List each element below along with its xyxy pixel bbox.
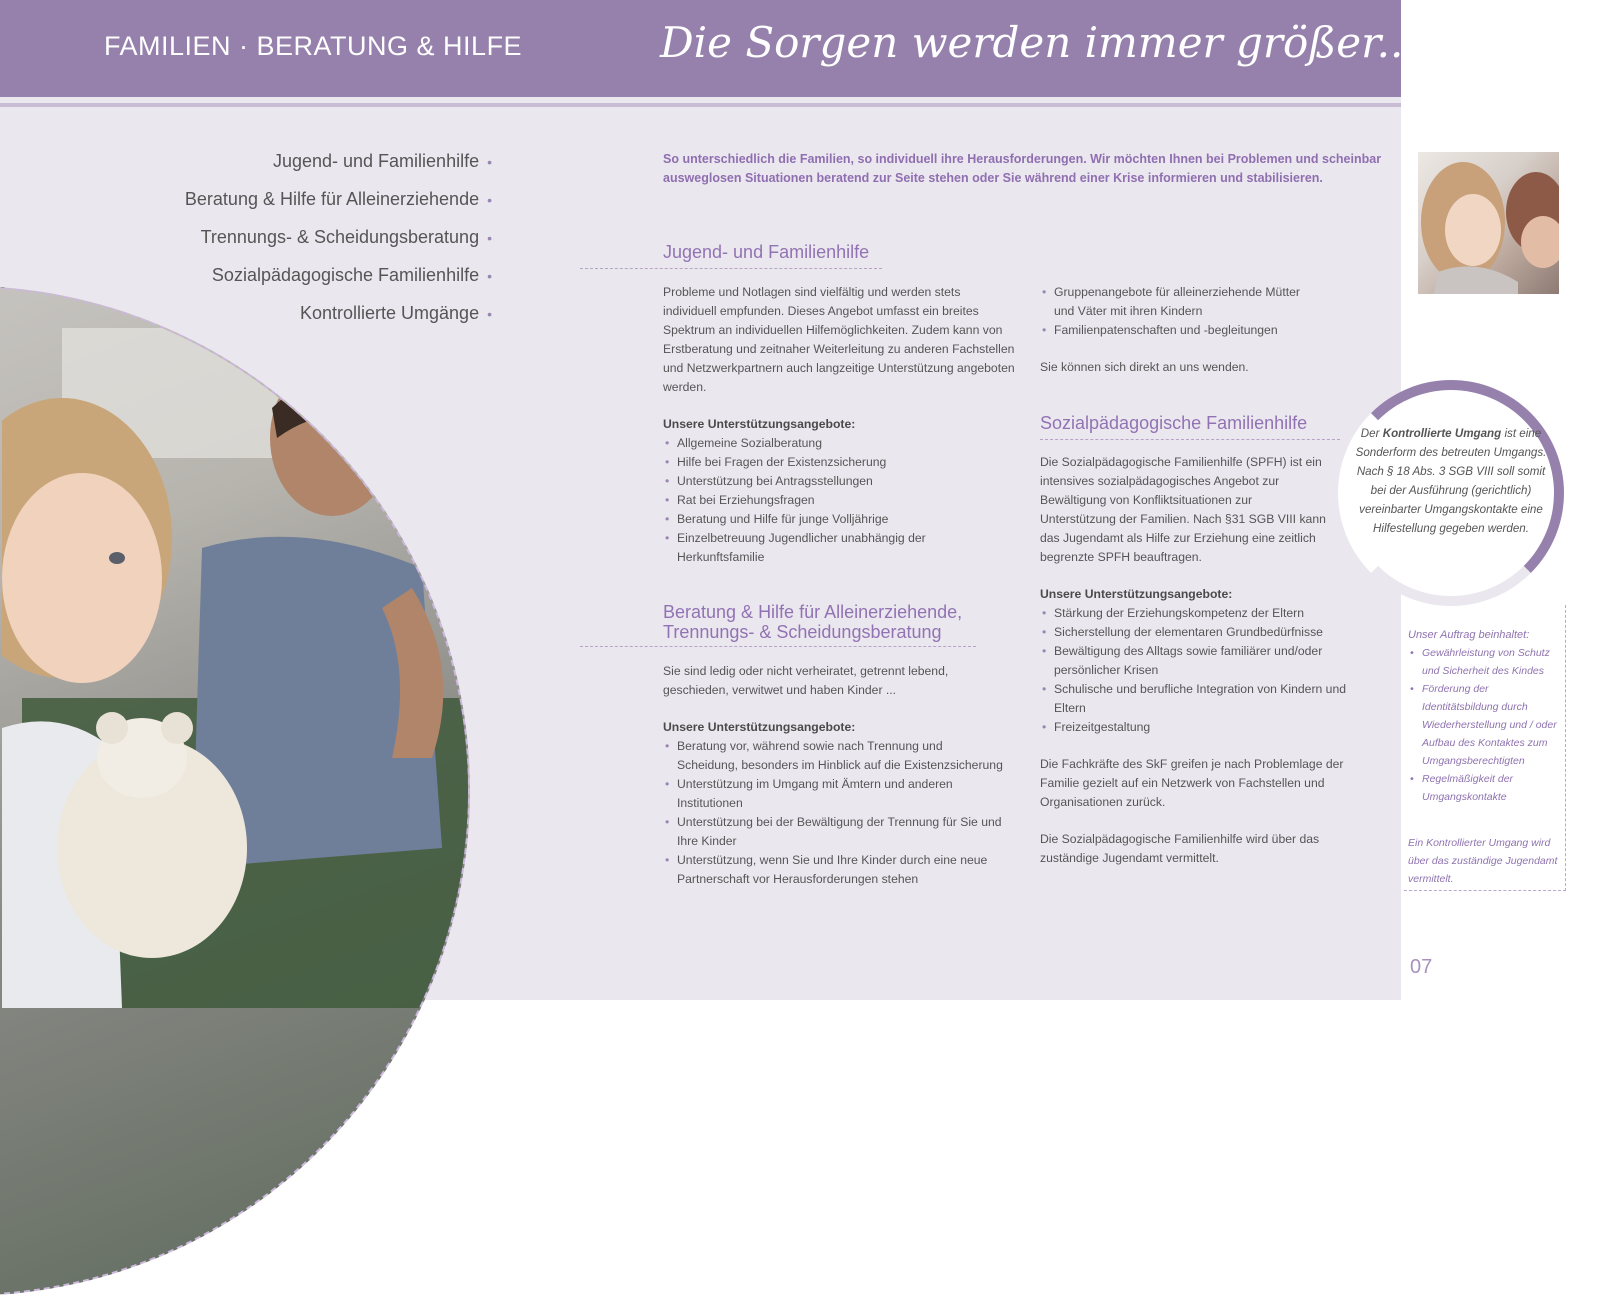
list-item: • Beratung und Hilfe für junge Volljährige — [663, 510, 933, 529]
spfh-offers-list — [1040, 604, 1358, 737]
list-item: • Beratung vor, während sowie nach Trennung und Scheidung, besonders im Hinblick auf die Existenzsicherung — [663, 737, 1003, 775]
mother-daughter-photo — [1416, 150, 1561, 296]
alleinerziehende-description: Sie sind ledig oder nicht verheiratet, getrennt lebend, geschieden, verwitwet und haben Kinder ... — [663, 664, 949, 697]
section-divider — [580, 268, 882, 269]
topic-label: Kontrollierte Umgänge — [299, 303, 480, 323]
alleinerziehende-offers-list — [663, 737, 1003, 889]
section-divider — [1040, 439, 1340, 440]
bullet-dot-icon: • — [487, 154, 492, 170]
jugend-contact-text: Sie können sich direkt an uns wenden. — [1040, 360, 1249, 374]
bullet-dot-icon: • — [487, 306, 492, 322]
section-heading-spfh: Sozialpädagogische Familienhilfe — [1040, 413, 1308, 433]
topic-item[interactable] — [185, 218, 492, 256]
header-banner — [0, 0, 1417, 97]
list-item: • Einzelbetreuung Jugendlicher unabhängig der Herkunftsfamilie — [663, 529, 933, 567]
header-divider — [0, 103, 1401, 107]
heading-line: Trennungs- & Scheidungsberatung — [663, 622, 942, 642]
heading-line: Beratung & Hilfe für Alleinerziehende, — [663, 602, 963, 622]
spfh-description: Die Sozialpädagogische Familienhilfe (SPFH) ist ein intensives sozialpädagogisches Angebot zur Bewältigung von Konfliktsituationen zur Unterstützung der Familien. Nach §31 SGB VIII kann das Jugendamt als Hilfe zur Erziehung eine zeitlich begrenzte SPFH beauftragen. — [1040, 455, 1326, 564]
callout-highlight: Kontrollierte Umgang — [1382, 427, 1502, 440]
mother-daughter-illustration — [1418, 152, 1561, 296]
list-item: • Stärkung der Erziehungskompetenz der Eltern — [1040, 604, 1358, 623]
jugend-offers-list-continued — [1040, 283, 1300, 340]
jugend-description: Probleme und Notlagen sind vielfältig und werden stets individuell empfunden. Dieses Angebot umfasst ein breites Spektrum an individuellen Hilfemöglichkeiten. Zudem kann von Erstberatung und zeitnaher Weiterleitung zu anderen Fachstellen und Netzwerkpartnern auch langzeitige Unterstützung angeboten werden. — [663, 285, 1015, 394]
list-item: • Rat bei Erziehungsfragen — [663, 491, 933, 510]
list-item: • Hilfe bei Fragen der Existenzsicherung — [663, 453, 933, 472]
spfh-offers-label: Unsere Unterstützungsangebote: — [1040, 587, 1233, 601]
list-item: • Regelmäßigkeit der Umgangskontakte — [1408, 770, 1563, 806]
list-item: • Förderung der Identitätsbildung durch Wiederherstellung und / oder Aufbau des Kontaktes zum Umgangsberechtigten — [1408, 680, 1563, 770]
topic-label: Jugend- und Familienhilfe — [272, 151, 480, 171]
list-item: • Gruppenangebote für alleinerziehende Mütter und Väter mit ihren Kindern — [1040, 283, 1300, 321]
list-item: • Unterstützung, wenn Sie und Ihre Kinder durch eine neue Partnerschaft vor Herausforderungen stehen — [663, 851, 1003, 889]
callout-body: ist eine Sonderform des betreuten Umgangs. Nach § 18 Abs. 3 SGB VIII soll somit bei der Ausführung (gerichtlich) vereinbarter Umgangskontakte eine Hilfestellung gegeben werden. — [1355, 427, 1547, 535]
list-item: • Freizeitgestaltung — [1040, 718, 1358, 737]
family-photo-illustration — [2, 288, 470, 1008]
list-item: • Allgemeine Sozialberatung — [663, 434, 933, 453]
header-slogan: Die Sorgen werden immer größer... — [660, 18, 1417, 67]
alleinerziehende-offers-label: Unsere Unterstützungsangebote: — [663, 720, 856, 734]
list-item: • Familienpatenschaften und -begleitungen — [1040, 321, 1300, 340]
sidebar-note: Ein Kontrollierter Umgang wird über das zuständige Jugendamt vermittelt. — [1408, 837, 1558, 885]
list-item: • Bewältigung des Alltags sowie familiärer und/oder persönlicher Krisen — [1040, 642, 1358, 680]
spfh-network-text: Die Fachkräfte des SkF greifen je nach Problemlage der Familie gezielt auf ein Netzwerk von Fachstellen und Organisationen zurück. — [1040, 757, 1344, 809]
topic-item[interactable] — [185, 142, 492, 180]
list-item: • Gewährleistung von Schutz und Sicherheit des Kindes — [1408, 644, 1563, 680]
bullet-dot-icon: • — [487, 192, 492, 208]
callout-intro: Der — [1360, 427, 1383, 440]
page-number: 07 — [1410, 956, 1433, 978]
sidebar-list — [1408, 644, 1563, 806]
section-heading-alleinerziehende — [663, 602, 962, 642]
page-title: FAMILIEN · BERATUNG & HILFE — [104, 31, 523, 61]
jugend-offers-list — [663, 434, 933, 567]
sidebar-heading: Unser Auftrag beinhaltet: — [1408, 629, 1530, 641]
topic-label: Sozialpädagogische Familienhilfe — [211, 265, 480, 285]
list-item: • Unterstützung bei Antragsstellungen — [663, 472, 933, 491]
section-divider — [580, 646, 976, 647]
jugend-offers-label: Unsere Unterstützungsangebote: — [663, 417, 856, 431]
list-item: • Unterstützung bei der Bewältigung der Trennung für Sie und Ihre Kinder — [663, 813, 1003, 851]
bullet-dot-icon: • — [487, 230, 492, 246]
bullet-dot-icon: • — [487, 268, 492, 284]
list-item: • Unterstützung im Umgang mit Ämtern und anderen Institutionen — [663, 775, 1003, 813]
list-item: • Sicherstellung der elementaren Grundbedürfnisse — [1040, 623, 1358, 642]
topic-item[interactable] — [185, 180, 492, 218]
topic-label: Beratung & Hilfe für Alleinerziehende — [184, 189, 480, 209]
family-photo — [0, 286, 470, 1296]
intro-text: So unterschiedlich die Familien, so individuell ihre Herausforderungen. Wir möchten Ihnen bei Problemen und scheinbar ausweglosen Situationen beratend zur Seite stehen oder Sie während einer Krise informieren und stabilisieren. — [663, 152, 1382, 185]
topic-label: Trennungs- & Scheidungsberatung — [200, 227, 480, 247]
section-heading-jugend: Jugend- und Familienhilfe — [663, 242, 870, 262]
callout-text — [1352, 424, 1550, 538]
list-item: • Schulische und berufliche Integration von Kindern und Eltern — [1040, 680, 1358, 718]
spfh-referral-text: Die Sozialpädagogische Familienhilfe wird über das zuständige Jugendamt vermittelt. — [1040, 832, 1320, 865]
